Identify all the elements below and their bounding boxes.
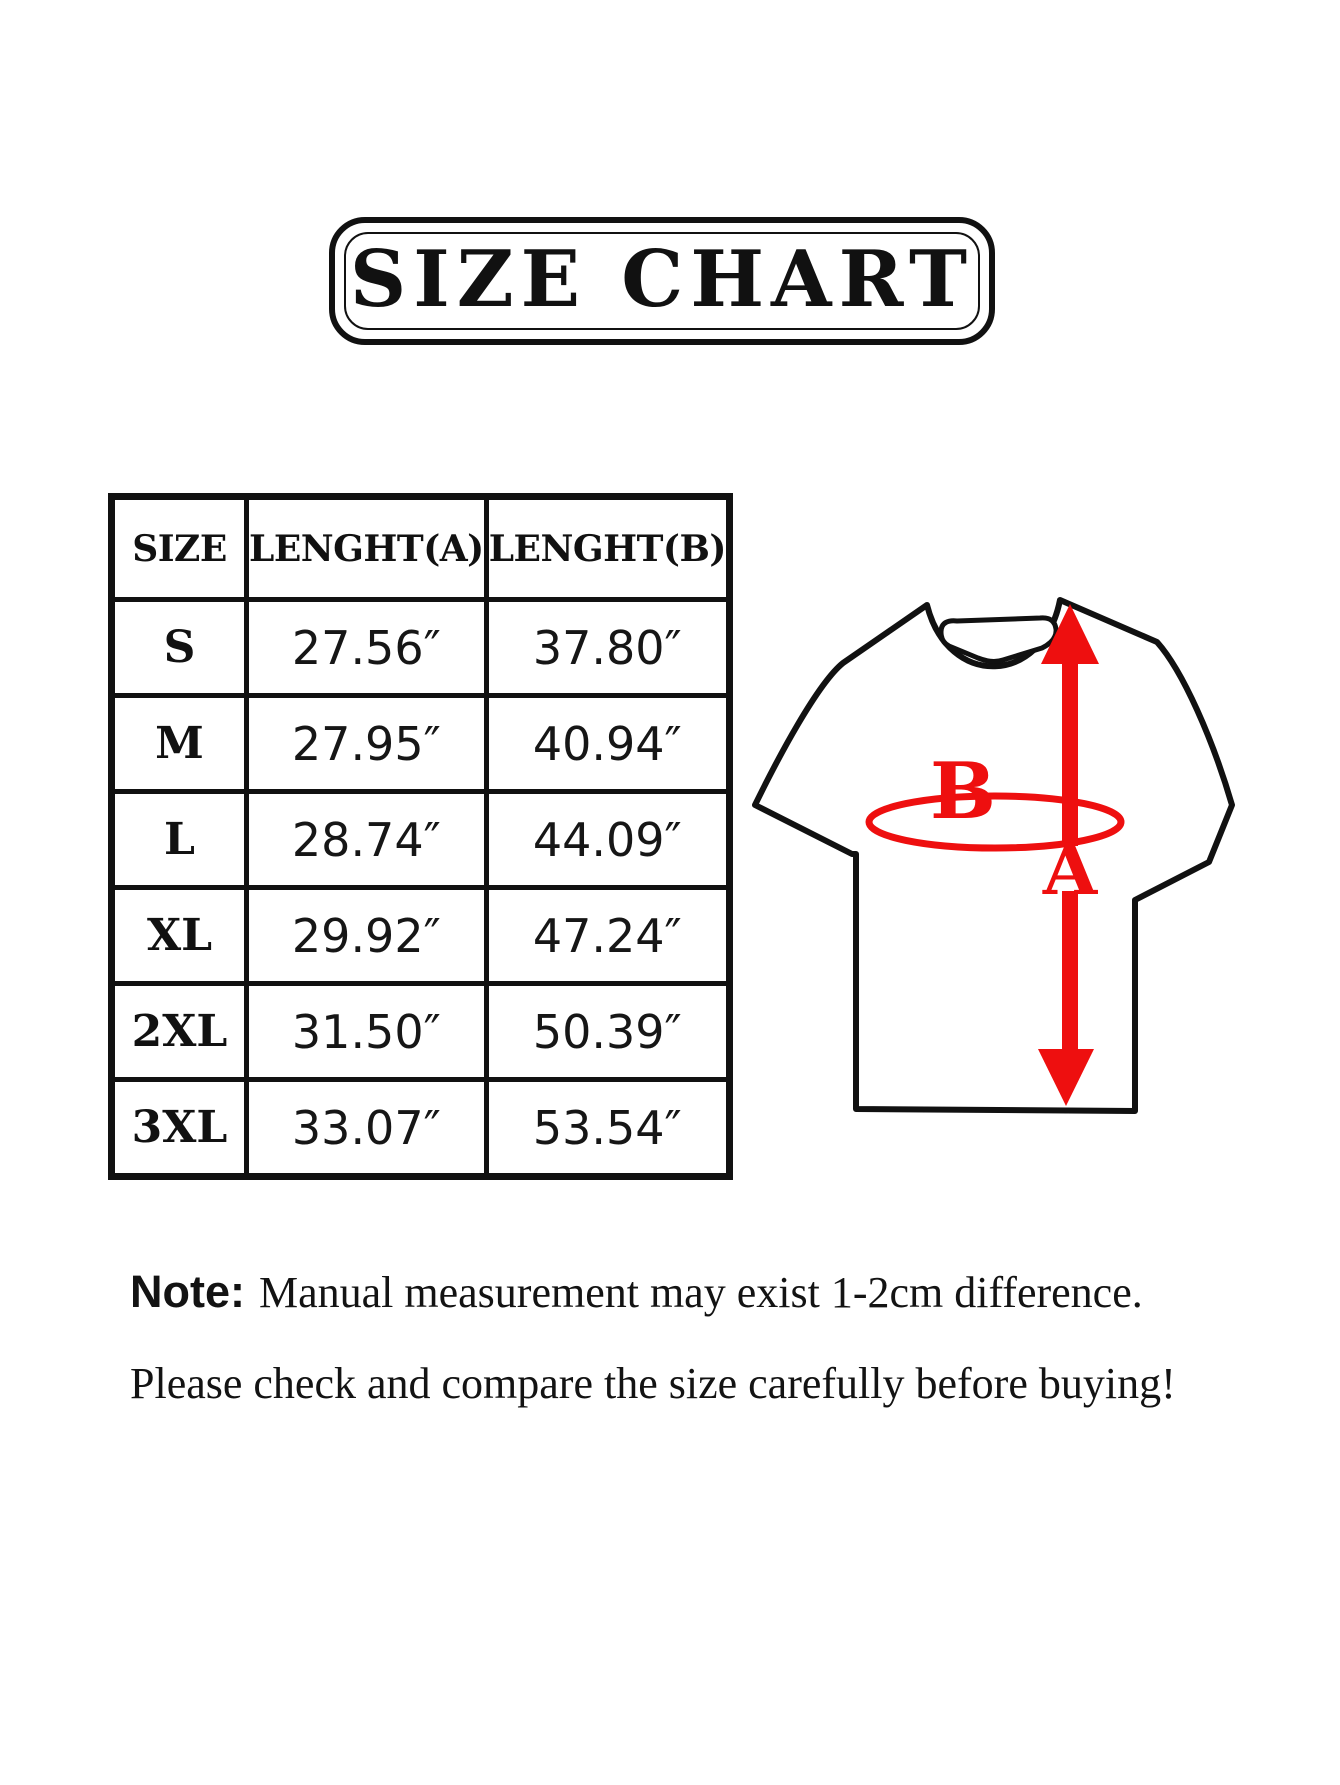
title-box-inner-border <box>344 232 980 330</box>
length-b-value: 40.94″ <box>486 696 729 792</box>
table-row <box>112 792 730 888</box>
length-a-value: 33.07″ <box>247 1080 487 1177</box>
table-row <box>112 888 730 984</box>
size-label: 3XL <box>112 1080 247 1177</box>
length-a-value: 31.50″ <box>247 984 487 1080</box>
length-b-value: 47.24″ <box>486 888 729 984</box>
note-label: Note: <box>130 1266 245 1317</box>
column-header-size: SIZE <box>112 497 247 600</box>
tshirt-outline <box>755 600 1232 1111</box>
table-row <box>112 1080 730 1177</box>
length-a-value: 27.95″ <box>247 696 487 792</box>
note-line1-text: Manual measurement may exist 1-2cm difference. <box>258 1268 1143 1317</box>
page-title: SIZE CHART <box>349 233 975 325</box>
title-box <box>329 217 995 345</box>
size-label: L <box>112 792 247 888</box>
note-line-1 <box>130 1266 1143 1318</box>
length-a-value: 27.56″ <box>247 600 487 696</box>
label-b: B <box>930 746 996 837</box>
length-b-value: 53.54″ <box>486 1080 729 1177</box>
size-label: M <box>112 696 247 792</box>
size-label: S <box>112 600 247 696</box>
table-row <box>112 696 730 792</box>
size-label: XL <box>112 888 247 984</box>
tshirt-diagram <box>745 592 1245 1122</box>
length-a-value: 29.92″ <box>247 888 487 984</box>
table-header-row <box>112 497 730 600</box>
length-b-value: 37.80″ <box>486 600 729 696</box>
size-label: 2XL <box>112 984 247 1080</box>
column-header-length-b: LENGHT(B) <box>486 497 729 600</box>
length-b-value: 44.09″ <box>486 792 729 888</box>
size-table <box>108 493 733 1180</box>
column-header-length-a: LENGHT(A) <box>247 497 487 600</box>
table-row <box>112 984 730 1080</box>
length-b-value: 50.39″ <box>486 984 729 1080</box>
table-row <box>112 600 730 696</box>
length-a-value: 28.74″ <box>247 792 487 888</box>
label-a: A <box>1042 828 1098 911</box>
note-line-2: Please check and compare the size carefully before buying! <box>130 1359 1176 1408</box>
